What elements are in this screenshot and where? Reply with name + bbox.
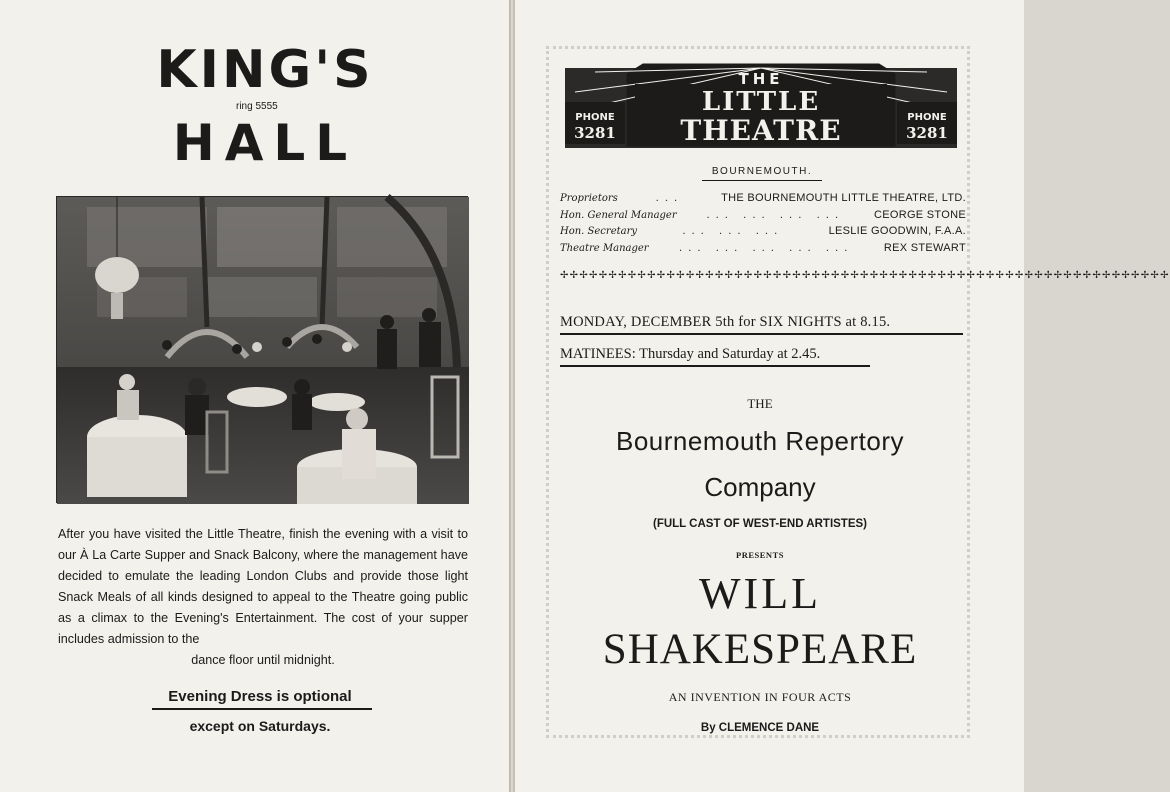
staff-role: Proprietors <box>560 193 618 204</box>
supper-advert-text <box>58 524 468 671</box>
staff-name: THE BOURNEMOUTH LITTLE THEATRE, LTD. <box>721 192 966 204</box>
company-name-line2: Company <box>704 472 816 502</box>
full-cast-note: (FULL CAST OF WEST-END ARTISTES) <box>652 518 868 530</box>
theatre-banner-graphic <box>565 62 957 154</box>
matinee-times: MATINEES: Thursday and Saturday at 2.45. <box>560 346 821 362</box>
play-author: By CLEMENCE DANE <box>700 722 820 734</box>
advert-paragraph: After you have visited the Little Theatre, finish the evening with a visit to our À La Carte Supper and Snack Balcony, where the management have decided to emulate the leading London Clubs and provide those light Snack Meals of all kinds designed to appeal to the Theatre going public as a climax to the Evening's Entertainment. The cost of your supper includes admission to the <box>58 527 468 646</box>
leader-dots: ... ... ... <box>682 226 784 237</box>
leader-dots: ... ... ... ... <box>706 209 845 221</box>
dining-hall-photo-icon <box>57 197 469 504</box>
saturday-exception: except on Saturdays. <box>189 718 331 734</box>
staff-name: REX STEWART <box>883 241 966 254</box>
staff-name: LESLIE GOODWIN, F.A.A. <box>828 225 966 237</box>
play-subtitle: AN INVENTION IN FOUR ACTS <box>668 690 852 704</box>
dress-underline <box>152 708 372 710</box>
banner-the: THE <box>738 70 784 88</box>
evening-dress-note: Evening Dress is optional <box>168 688 352 705</box>
staff-name: CEORGE STONE <box>873 208 966 221</box>
advert-last-line: dance floor until midnight. <box>191 653 335 667</box>
left-page <box>0 0 510 792</box>
company-name-line1: Bournemouth Repertory <box>616 426 904 456</box>
matinee-underline <box>560 365 870 367</box>
decorative-cross-divider: ✢✢✢✢✢✢✢✢✢✢✢✢✢✢✢✢✢✢✢✢✢✢✢✢✢✢✢✢✢✢✢✢✢✢✢✢✢✢✢✢✢✢✢✢✢✢✢✢✢✢✢✢✢✢✢✢✢✢✢✢✢✢✢ <box>560 270 1170 281</box>
play-title-line2: SHAKESPEARE <box>602 626 918 673</box>
phone-label-right: PHONE <box>907 112 947 123</box>
staff-row <box>560 242 966 259</box>
location-heading: BOURNEMOUTH. <box>711 166 813 177</box>
dates-underline <box>560 333 963 335</box>
play-title-line1: WILL <box>699 569 821 618</box>
phone-number-left: 3281 <box>574 124 616 142</box>
little-theatre-banner <box>565 62 957 154</box>
staff-row <box>560 225 966 242</box>
leader-dots: ... ... ... ... ... <box>679 242 854 254</box>
staff-role: Theatre Manager <box>560 242 649 254</box>
staff-list <box>560 192 966 258</box>
phone-label-left: PHONE <box>575 112 615 123</box>
kings-title: KING'S <box>156 40 374 100</box>
presents-label: PRESENTS <box>736 550 784 560</box>
the-label: THE <box>747 396 773 411</box>
phone-number-right: 3281 <box>906 124 948 142</box>
staff-row <box>560 192 966 209</box>
location-underline <box>702 180 822 181</box>
leader-dots: ... <box>655 193 684 204</box>
performance-dates: MONDAY, DECEMBER 5th for SIX NIGHTS at 8.15. <box>560 314 891 330</box>
banner-little: LITTLE <box>701 87 821 117</box>
staff-role: Hon. Secretary <box>560 226 638 237</box>
banner-theatre: THEATRE <box>680 114 842 147</box>
dining-hall-photo <box>56 196 468 503</box>
ring-number: ring 5555 <box>236 101 278 112</box>
staff-role: Hon. General Manager <box>560 209 677 221</box>
staff-row <box>560 209 966 226</box>
hall-title: HALL <box>172 114 358 172</box>
